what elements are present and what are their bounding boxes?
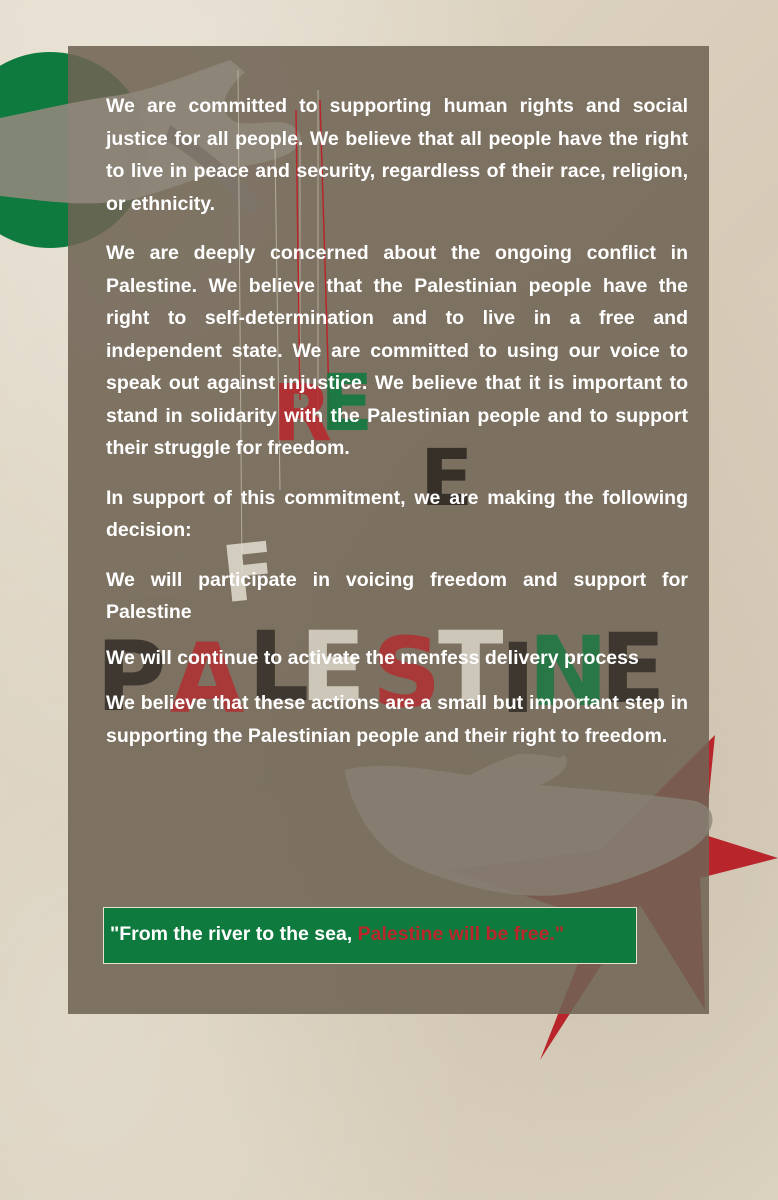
paragraph-decision-1: We will participate in voicing freedom and support for Palestine	[106, 568, 688, 623]
quote-text-red: Palestine will be free."	[357, 923, 565, 945]
quote-text-white: "From the river to the sea,	[110, 923, 358, 945]
palestine-letter-e2: E	[600, 613, 666, 725]
statement-text	[106, 90, 688, 769]
free-letter-r: R	[272, 369, 333, 459]
paragraph-commitment: We are committed to supporting human rights and social justice for all people. We believe that all people have the right to live in peace and security, regardless of their race, religion, or ethnicity.	[106, 95, 688, 215]
palestine-letter-e: E	[300, 611, 366, 723]
palestine-letter-s: S	[372, 617, 442, 729]
palestine-letter-p: P	[96, 621, 167, 733]
palestine-letter-n: N	[528, 616, 609, 728]
paragraph-decision-intro: In support of this commitment, we are making the following decision:	[106, 486, 688, 541]
free-letter-e1: E	[320, 359, 374, 449]
palestine-letter-i: I	[500, 623, 536, 735]
palestine-letter-l: L	[248, 611, 310, 723]
palestine-letter-a: A	[170, 623, 245, 735]
free-letter-e2: E	[420, 434, 474, 524]
free-letter-f: F	[217, 526, 281, 622]
paragraph-concern: We are deeply concerned about the ongoing conflict in Palestine. We believe that the Palestinian people have the right to self-determination and to live in a free and independent state. We are committed to using our voice to speak out against injustice. We believe that it is important to stand in solidarity with the Palestinian people and to support their struggle for freedom.	[106, 242, 688, 459]
paragraph-closing: We believe that these actions are a small but important step in supporting the Palestinian people and their right to freedom.	[106, 692, 688, 747]
quote-banner	[103, 907, 637, 964]
paragraph-decision-2: We will continue to activate the menfess delivery process	[106, 646, 639, 669]
palestine-letter-t: T	[438, 611, 504, 723]
